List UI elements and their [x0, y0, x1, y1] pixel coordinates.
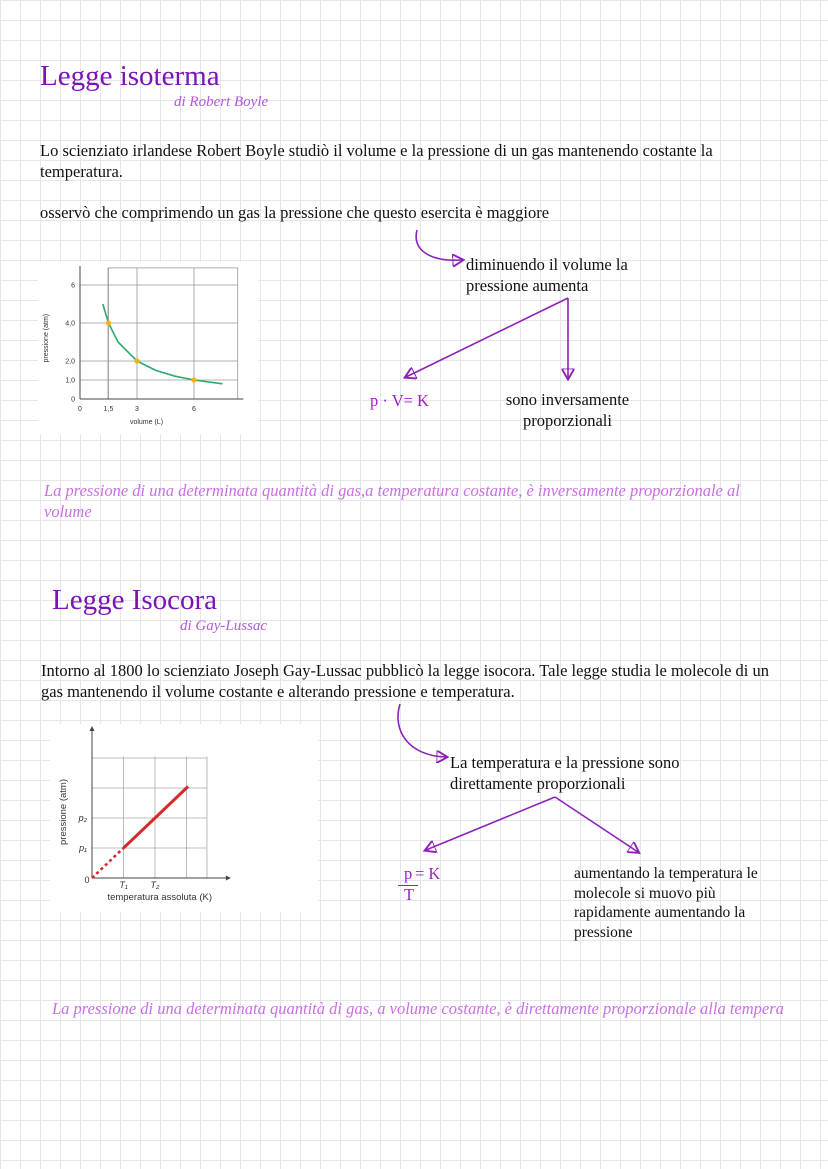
y-axis-arrowhead — [90, 726, 95, 731]
x-axis-label: volume (L) — [129, 419, 164, 426]
isotherm-curve — [103, 304, 223, 384]
x-tick-label: T₁ — [119, 880, 128, 890]
boyle-branch-note: sono inversamente proporzionali — [505, 390, 630, 430]
y-tick-label: 1,0 — [65, 377, 75, 385]
boyle-law: La pressione di una determinata quantità di gas,a temperatura costante, è inversamente proporzionale al volume — [44, 481, 740, 521]
data-point — [134, 358, 139, 363]
gaylussac-branch-note: aumentando la temperatura le molecole si muovo più rapidamente aumentando la pressione — [574, 865, 758, 941]
data-point — [106, 320, 111, 325]
x-tick-label: 0 — [78, 406, 82, 413]
boyle-chart — [38, 262, 258, 434]
branch-right-arrow-2 — [555, 797, 638, 852]
grid-frame — [108, 268, 238, 399]
boyle-intro: Lo scienziato irlandese Robert Boyle studiò il volume e la pressione di un gas mantenendo costante la temperatura. — [40, 141, 713, 181]
gaylussac-intro: Intorno al 1800 lo scienziato Joseph Gay-Lussac pubblicò la legge isocora. Tale legge studia le molecole di un gas mantenendo il volume costante e alterando pressione e temperatura. — [41, 661, 769, 701]
formula-denominator: T — [404, 885, 415, 904]
x-tick-label: 3 — [135, 406, 139, 413]
gaylussac-law: La pressione di una determinata quantità di gas, a volume costante, è direttamente proporzionale alla tempera — [52, 999, 784, 1018]
x-tick-label: 1,5 — [103, 406, 114, 413]
y-axis-label: pressione (atm) — [43, 313, 50, 363]
x-tick-label: 0 — [84, 875, 90, 885]
boyle-observation: osservò che comprimendo un gas la pressione che questo esercita è maggiore — [40, 203, 550, 222]
boyle-author: di Robert Boyle — [174, 94, 269, 110]
gaylussac-title: Legge Isocora — [52, 584, 218, 616]
x-axis-label: temperatura assoluta (K) — [107, 892, 212, 903]
y-tick-label: p₁ — [79, 843, 87, 853]
isochore-line — [124, 787, 189, 849]
x-tick-label: 6 — [192, 406, 196, 413]
intro-arrow — [398, 704, 446, 757]
y-tick-label: 2,0 — [65, 358, 75, 366]
y-tick-label: 0 — [71, 396, 75, 404]
boyle-chart-box — [38, 262, 258, 434]
gaylussac-formula — [398, 864, 458, 908]
formula-numerator: p — [404, 864, 413, 883]
formula-eq: = K — [415, 864, 441, 883]
y-axis-label: pressione (atm) — [58, 779, 69, 845]
gaylussac-arrow-note: La temperatura e la pressione sono direttamente proporzionali — [450, 753, 680, 793]
gaylussac-chart — [50, 724, 318, 912]
boyle-formula: p · V= K — [370, 391, 429, 410]
x-tick-label: T₂ — [150, 880, 160, 890]
gaylussac-chart-box — [50, 724, 318, 912]
boyle-title: Legge isoterma — [40, 60, 220, 92]
y-tick-label: 4,0 — [65, 320, 75, 328]
x-axis-arrowhead — [226, 876, 231, 881]
observation-arrow — [416, 230, 462, 260]
y-tick-label: 6 — [71, 282, 75, 290]
extrapolation-line — [92, 848, 124, 878]
boyle-arrow-note: diminuendo il volume la pressione aumenta — [466, 255, 628, 295]
branch-left-arrow — [406, 298, 568, 377]
gaylussac-author: di Gay-Lussac — [180, 618, 268, 634]
branch-left-arrow-2 — [426, 797, 555, 850]
y-tick-label: p₂ — [78, 813, 87, 823]
data-point — [191, 377, 196, 382]
